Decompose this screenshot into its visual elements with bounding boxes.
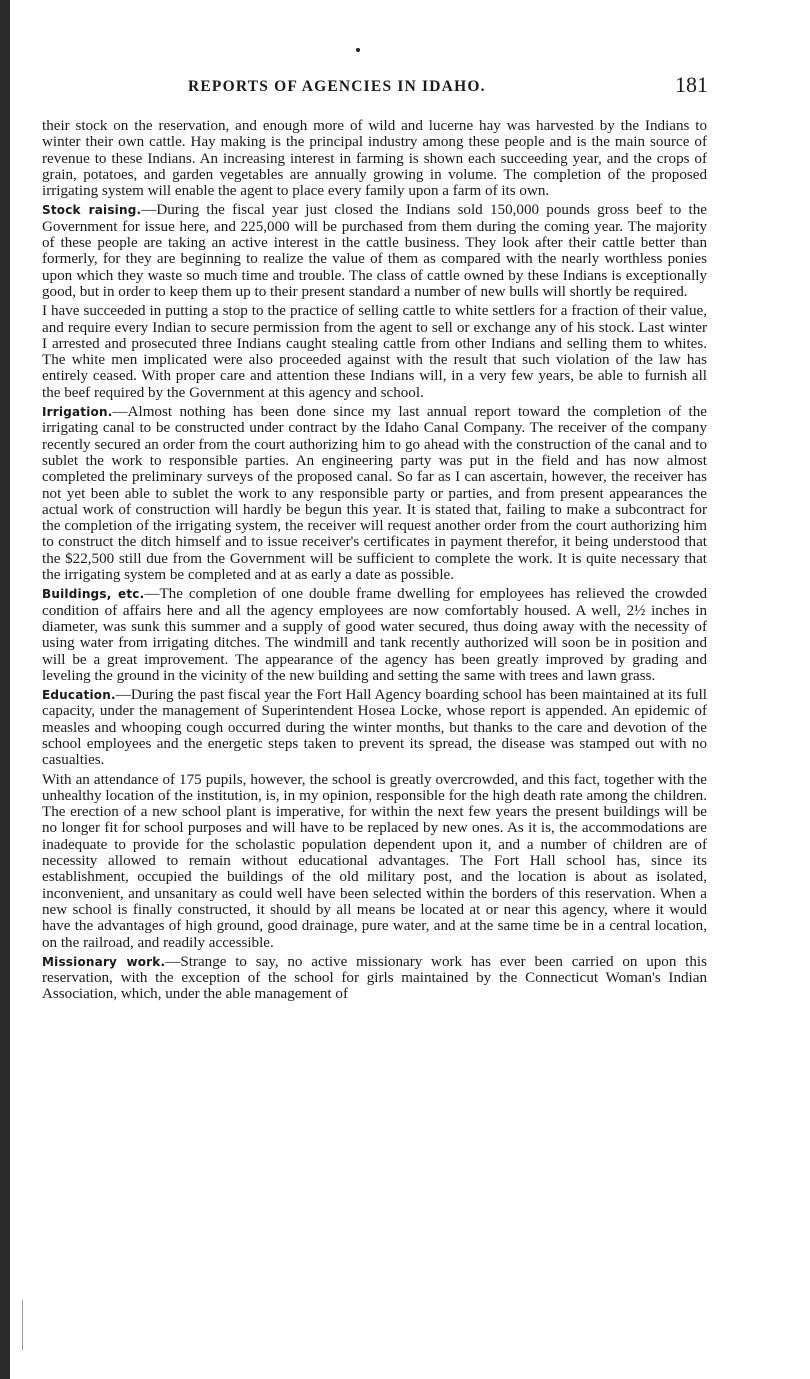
paragraph-heading: Irrigation.: [42, 405, 113, 420]
paragraph-text: —During the fiscal year just closed the Indians sold 150,000 pounds gross beef to the Government for issue here, and 225,000 will be purchased from them during the coming year. The majority of these people are taking an active interest in the cattle business. They look after their cattle better than formerly, for they are beginning to realize the value of them as compared with the nearly worthless ponies upon which they waste so much time and trouble. The class of cattle owned by these Indians is exceptionally good, but in order to keep them up to their present standard a number of new bulls will shortly be required.: [42, 202, 707, 300]
paragraph: [42, 404, 707, 583]
paragraph-text: —Strange to say, no active missionary work has ever been carried on upon this reservation, with the exception of the school for girls maintained by the Connecticut Woman's Indian Association, which, under the able management of: [42, 953, 707, 1003]
paragraph: [42, 303, 707, 401]
running-title: REPORTS OF AGENCIES IN IDAHO.: [188, 78, 486, 95]
paragraph: [42, 687, 707, 768]
page-binding-edge: [0, 0, 10, 1379]
paragraph-heading: Education.: [42, 688, 116, 703]
paragraph-text: —Almost nothing has been done since my last annual report toward the completion of the irrigating canal to be constructed under contract by the Idaho Canal Company. The receiver of the company recently secured an order from the court authorizing him to go ahead with the construction of the canal and to sublet the work to responsible parties. An engineering party was put in the field and has now almost completed the preliminary surveys of the proposed canal. So far as I can ascertain, however, the receiver has not yet been able to sublet the work to any responsible party or parties, and from present appearances the actual work of construction will hardly be begun this year. It is stated that, failing to make a subcontract for the completion of the irrigating system, the receiver will request another order from the court authorizing him to construct the ditch himself and to issue receiver's certificates in payment therefor, it being understood that the $22,500 still due from the Government will be sufficient to complete the work. It is quite necessary that the irrigating system be completed and at as early a date as possible.: [42, 404, 707, 584]
paragraph: [42, 202, 707, 300]
paragraph-text: With an attendance of 175 pupils, however, the school is greatly overcrowded, and this fact, together with the unhealthy location of the institution, is, in my opinion, responsible for the high death rate among the children. The erection of a new school plant is imperative, for within the next few years the present buildings will be no longer fit for school purposes and will have to be replaced by new ones. As it is, the accommodations are inadequate to provide for the scholastic population dependent upon it, and a number of children are of necessity allowed to remain without educational advantages. The Fort Hall school has, since its establishment, occupied the buildings of the old military post, and the location is about as isolated, inconvenient, and unsanitary as could well have been selected within the borders of this reservation. When a new school is finally constructed, it should by all means be located at or near this agency, where it would have the advantages of high ground, good drainage, pure water, and at the same time be in a central location, on the railroad, and readily accessible.: [42, 771, 707, 951]
page-header: [40, 72, 708, 102]
paragraph-heading: Stock raising.: [42, 203, 142, 218]
paragraph-text: their stock on the reservation, and enough more of wild and lucerne hay was harvested by the Indians to winter their own cattle. Hay making is the principal industry among these people and is the main source of revenue to these Indians. An increasing interest in farming is shown each succeeding year, and the crops of grain, potatoes, and garden vegetables are annually growing in volume. The completion of the proposed irrigating system will enable the agent to place every family upon a farm of its own.: [42, 118, 707, 200]
paragraph: [42, 118, 707, 199]
paragraph-heading: Missionary work.: [42, 954, 166, 969]
margin-line: [22, 1300, 23, 1350]
print-speck: [356, 48, 360, 52]
paragraph: [42, 586, 707, 684]
paragraph-text: I have succeeded in putting a stop to the practice of selling cattle to white settlers for a fraction of their value, and require every Indian to secure permission from the agent to sell or exchange any of his stock. Last winter I arrested and prosecuted three Indians caught stealing cattle from other Indians and selling them to whites. The white men implicated were also proceeded against with the result that such violation of the law has entirely ceased. With proper care and attention these Indians will, in a very few years, be able to furnish all the beef required by the Government at this agency and school.: [42, 303, 707, 401]
paragraph-text: —The completion of one double frame dwelling for employees has relieved the crowded condition of affairs here and all the agency employees are now comfortably housed. A well, 2½ inches in diameter, was sunk this summer and a supply of good water secured, thus doing away with the necessity of using water from irrigating ditches. The windmill and tank recently authorized will soon be in position and will be a great improvement. The appearance of the agency has been greatly improved by grading and leveling the ground in the vicinity of the new building and setting the same with trees and lawn grass.: [42, 586, 707, 684]
paragraph: [42, 954, 707, 1003]
paragraph-heading: Buildings, etc.: [42, 587, 145, 602]
paragraph: [42, 772, 707, 951]
report-body: [42, 118, 707, 1006]
page-number: 181: [675, 72, 708, 97]
paragraph-text: —During the past fiscal year the Fort Hall Agency boarding school has been maintained at its full capacity, under the management of Superintendent Hosea Locke, whose report is appended. An epidemic of measles and whooping cough occurred during the winter months, but thanks to the care and devotion of the school employees and the energetic steps taken to prevent its spread, the disease was stamped out with no casualties.: [42, 687, 707, 769]
